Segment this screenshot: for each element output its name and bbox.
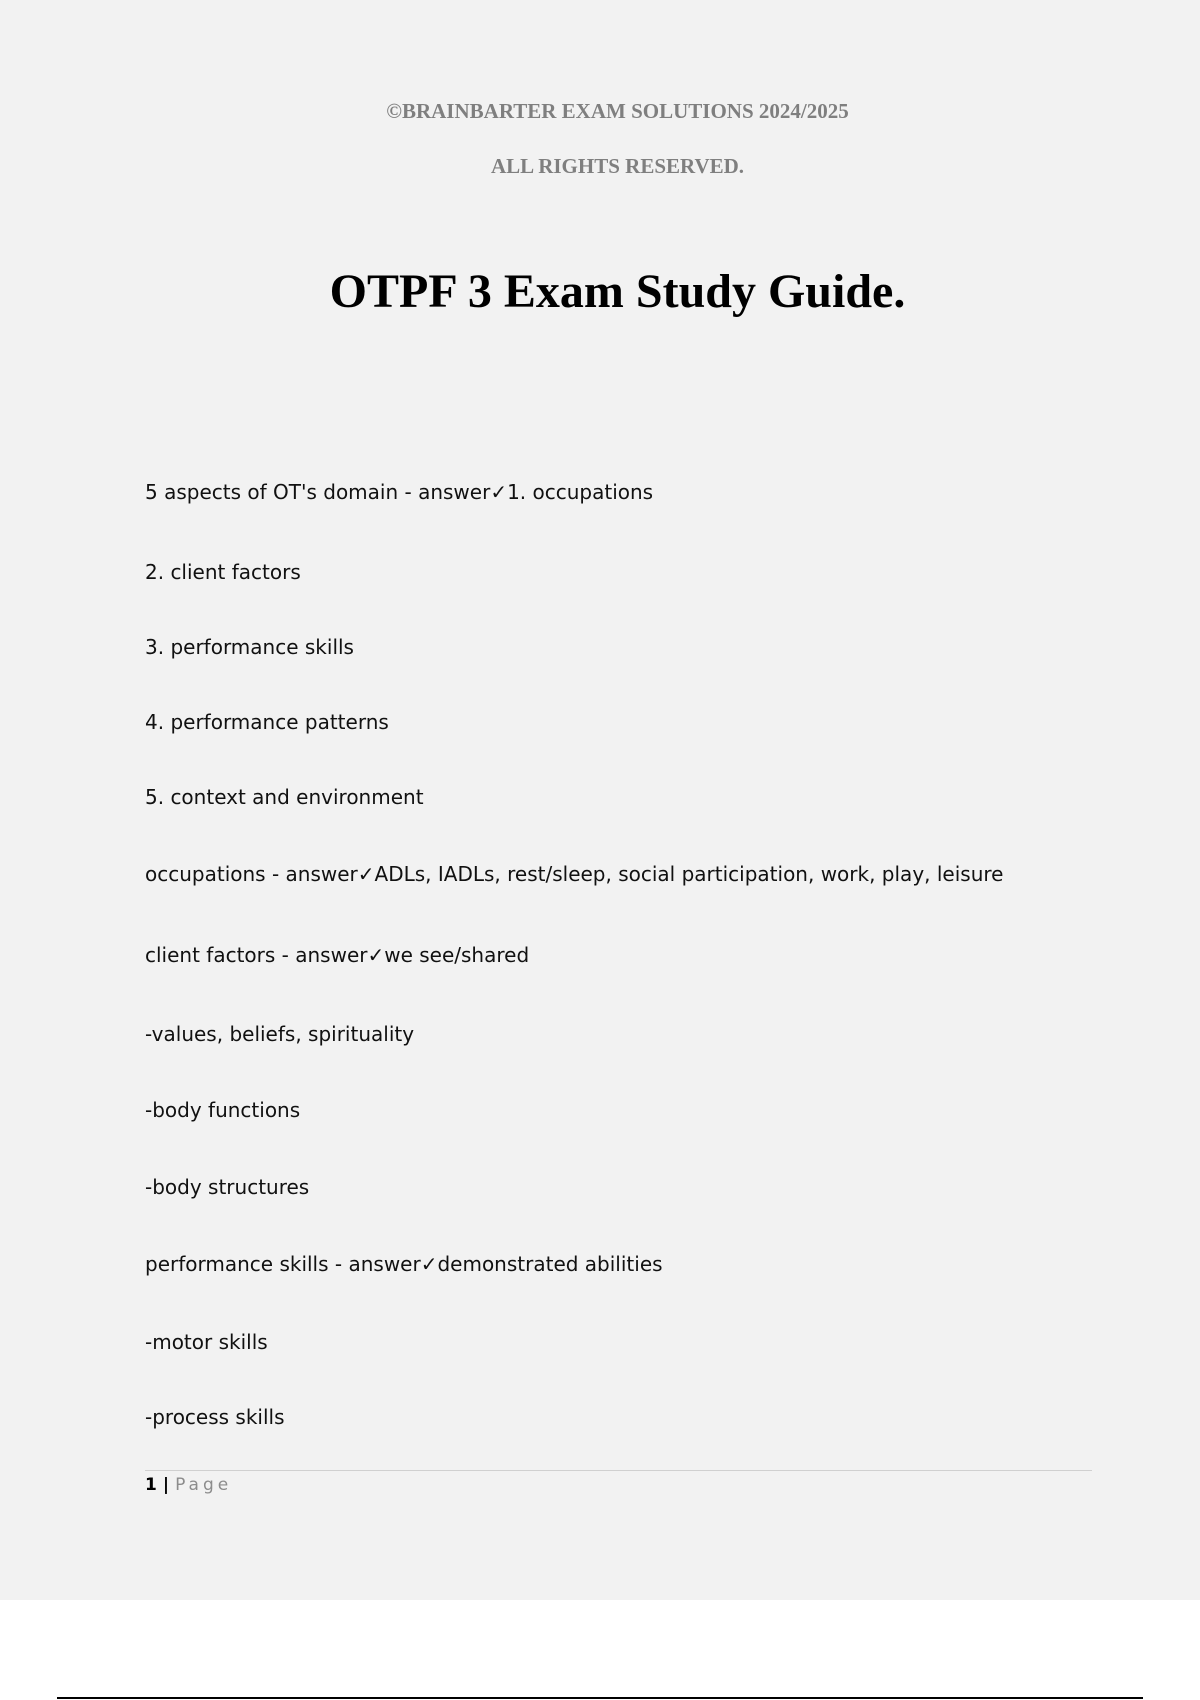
study-line: 4. performance patterns [145,710,389,734]
study-line: -body structures [145,1175,310,1199]
rights-header: ALL RIGHTS RESERVED. [490,154,745,178]
study-line: -process skills [145,1405,285,1429]
document-title: OTPF 3 Exam Study Guide. [329,265,906,318]
study-line: 3. performance skills [145,635,354,659]
study-line: performance skills - answer✓demonstrated abilities [145,1252,663,1276]
study-line: 5. context and environment [145,785,424,809]
study-line: 5 aspects of OT's domain - answer✓1. occupations [145,480,654,504]
study-line: -body functions [145,1098,301,1122]
page-number: 1 [145,1475,157,1495]
study-line: occupations - answer✓ADLs, IADLs, rest/sleep, social participation, work, play, leisure [145,862,1004,886]
footer-separator: | [162,1475,170,1495]
next-page-divider [57,1697,1143,1699]
page-label: Page [175,1475,233,1495]
study-line: -values, beliefs, spirituality [145,1022,415,1046]
page-footer [145,1475,232,1495]
study-line: 2. client factors [145,560,301,584]
footer-divider [145,1470,1092,1471]
study-line: -motor skills [145,1330,268,1354]
study-line: client factors - answer✓we see/shared [145,943,530,967]
copyright-header: ©BRAINBARTER EXAM SOLUTIONS 2024/2025 [386,99,849,123]
